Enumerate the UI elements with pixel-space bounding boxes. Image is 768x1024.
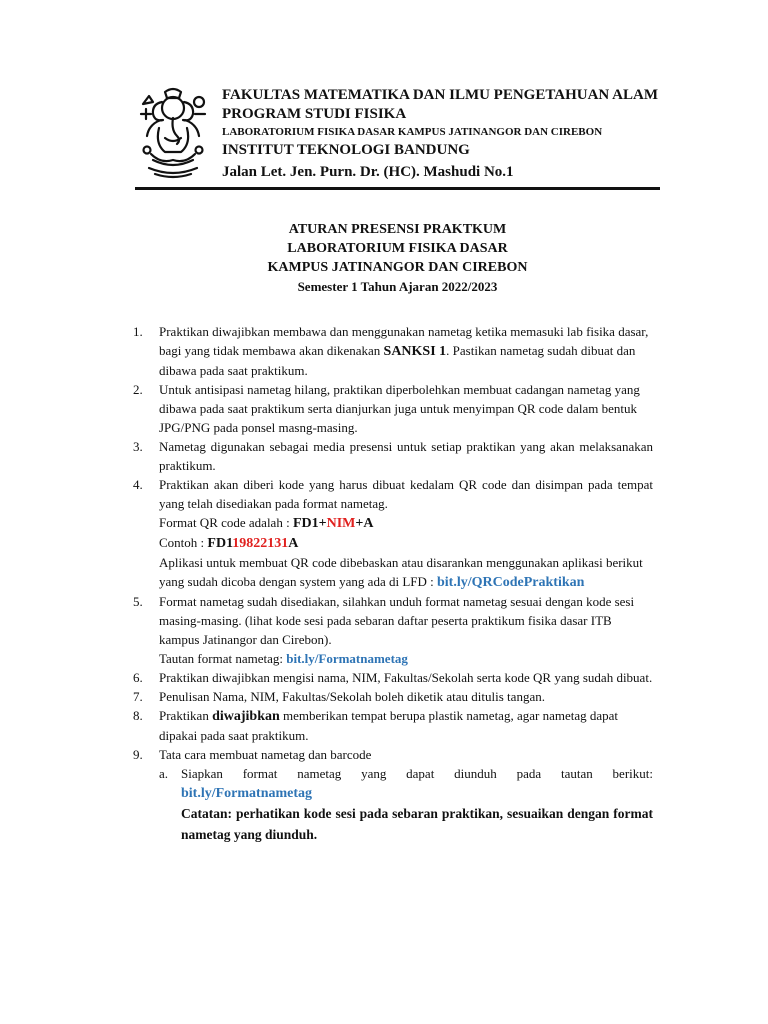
title-line-3: KAMPUS JATINANGOR DAN CIREBON bbox=[267, 260, 528, 275]
item-text: Nametag digunakan sebagai media presensi untuk setiap praktikan yang akan melaksanakan praktikum. bbox=[159, 439, 653, 473]
title-line-2: LABORATORIUM FISIKA DASAR bbox=[287, 241, 508, 256]
item-text: . Pastikan nametag sudah dibuat dan dibawa pada saat praktikum. bbox=[159, 343, 636, 378]
list-item bbox=[133, 475, 653, 592]
header-divider bbox=[135, 187, 660, 190]
list-item bbox=[133, 592, 653, 668]
rules-list bbox=[133, 322, 653, 845]
list-item bbox=[133, 668, 653, 687]
item-number: 9. bbox=[133, 747, 143, 762]
item-text: Untuk antisipasi nametag hilang, praktikan diperbolehkan membuat cadangan nametag yang dibawa pada saat praktikum serta dianjurkan juga untuk menyimpan QR code dalam bentuk JPG/PNG pada ponsel masng-masing. bbox=[159, 382, 640, 435]
item-text: Praktikan akan diberi kode yang harus dibuat kedalam QR code dan disimpan pada tempat yang telah disediakan pada format nametag. bbox=[159, 477, 653, 511]
item-number: 2. bbox=[133, 382, 143, 397]
tautan-label: Tautan format nametag: bbox=[159, 651, 287, 666]
document-title bbox=[135, 220, 660, 297]
item-number: 8. bbox=[133, 708, 143, 723]
item-text: Praktikan diwajibkan mengisi nama, NIM, Fakultas/Sekolah serta kode QR yang sudah dibuat. bbox=[159, 670, 653, 685]
format-nametag-link[interactable]: bit.ly/Formatnametag bbox=[286, 651, 408, 666]
sanction-label: SANKSI 1 bbox=[383, 344, 447, 359]
title-line-1: ATURAN PRESENSI PRAKTKUM bbox=[288, 222, 507, 237]
sub-list-item bbox=[159, 764, 653, 845]
item-text: Praktikan bbox=[159, 708, 213, 723]
title-line-4: Semester 1 Tahun Ajaran 2022/2023 bbox=[297, 279, 498, 294]
item-text: Aplikasi untuk membuat QR code dibebaskan atau disarankan menggunakan aplikasi berikut yang sudah dicoba dengan system yang ada di LFD : bbox=[159, 555, 643, 589]
item-text: Penulisan Nama, NIM, Fakultas/Sekolah boleh diketik atau ditulis tangan. bbox=[159, 689, 545, 704]
item-number: 3. bbox=[133, 439, 143, 454]
sub-item-letter: a. bbox=[159, 766, 169, 781]
qr-app-link[interactable]: bit.ly/QRCodePraktikan bbox=[437, 575, 585, 590]
qr-example-line bbox=[159, 533, 653, 553]
list-item bbox=[133, 322, 653, 380]
faculty-name: FAKULTAS MATEMATIKA DAN ILMU PENGETAHUAN ALAM bbox=[222, 87, 658, 103]
item-text: Praktikan diwajibkan membawa dan menggunakan nametag ketika memasuki lab fisika dasar, bagi yang tidak membawa akan dikenakan bbox=[159, 324, 649, 358]
letterhead bbox=[222, 86, 662, 182]
app-info bbox=[159, 553, 653, 592]
sub-item-text: Siapkan format nametag yang dapat diunduh pada tautan berikut: bbox=[181, 766, 653, 781]
item-text: Format nametag sudah disediakan, silahkan unduh format nametag sesuai dengan kode sesi masing-masing. (lihat kode sesi pada sebaran daftar peserta praktikum fisika dasar ITB kampus Jatinangor dan Cirebon). bbox=[159, 594, 635, 647]
format-label: Format QR code adalah : bbox=[159, 515, 293, 530]
item-text: Tata cara membuat nametag dan barcode bbox=[159, 747, 372, 762]
item-number: 4. bbox=[133, 477, 143, 492]
itb-ganesha-logo-icon bbox=[135, 84, 211, 180]
format-suffix: A bbox=[363, 516, 374, 531]
qr-format-line bbox=[159, 513, 653, 533]
format-nametag-link[interactable]: bit.ly/Formatnametag bbox=[181, 786, 313, 801]
item-number: 5. bbox=[133, 594, 143, 609]
format-nim: NIM bbox=[326, 516, 356, 531]
list-item bbox=[133, 687, 653, 706]
item-number: 1. bbox=[133, 324, 143, 339]
format-prefix: FD1 bbox=[292, 516, 319, 531]
format-plus: + bbox=[355, 516, 364, 531]
item-number: 7. bbox=[133, 689, 143, 704]
example-prefix: FD1 bbox=[207, 536, 233, 551]
example-suffix: A bbox=[288, 536, 299, 551]
lab-name: LABORATORIUM FISIKA DASAR KAMPUS JATINANGOR DAN CIREBON bbox=[222, 126, 603, 138]
list-item bbox=[133, 437, 653, 475]
format-plus: + bbox=[318, 516, 327, 531]
program-name: PROGRAM STUDI FISIKA bbox=[222, 106, 407, 122]
note: Catatan: perhatikan kode sesi pada sebaran praktikan, sesuaikan dengan format nametag yang diunduh. bbox=[181, 806, 653, 842]
example-label: Contoh : bbox=[159, 535, 208, 550]
template-link-line bbox=[159, 649, 653, 668]
emphasis: diwajibkan bbox=[212, 709, 280, 724]
address: Jalan Let. Jen. Purn. Dr. (HC). Mashudi No.1 bbox=[222, 164, 514, 180]
institute-name: INSTITUT TEKNOLOGI BANDUNG bbox=[222, 142, 470, 158]
example-nim: 19822131 bbox=[232, 536, 289, 551]
list-item bbox=[133, 745, 653, 845]
item-number: 6. bbox=[133, 670, 143, 685]
item-text: memberikan tempat berupa plastik nametag, agar nametag dapat dipakai pada saat praktikum. bbox=[159, 708, 619, 743]
list-item bbox=[133, 706, 653, 745]
list-item bbox=[133, 380, 653, 437]
